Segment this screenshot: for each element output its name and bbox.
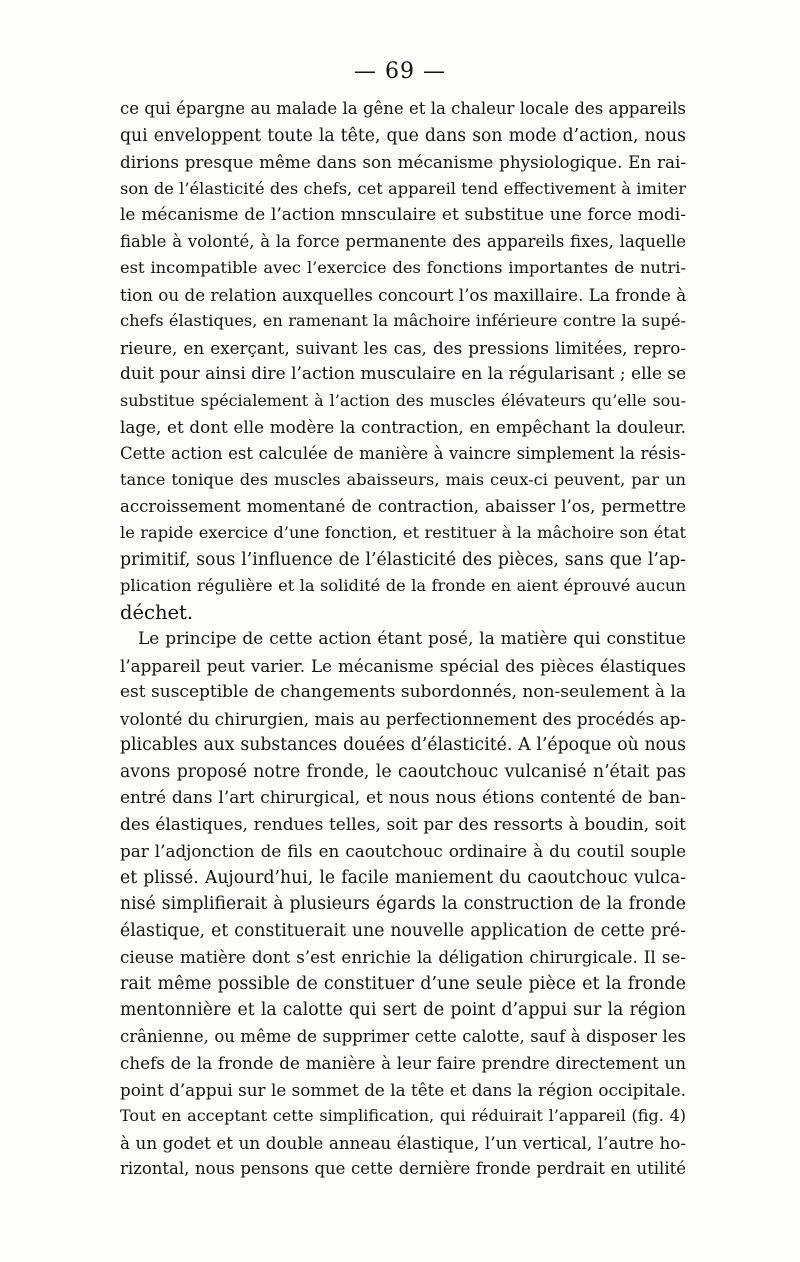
text-line: substitue spécialement à l’action des muscles élévateurs qu’elle sou- — [120, 390, 686, 410]
text-line: entré dans l’art chirurgical, et nous nous étions contenté de ban- — [120, 788, 686, 808]
text-line: crânienne, ou même de supprimer cette calotte, sauf à disposer les — [120, 1026, 686, 1046]
paragraph-1 — [120, 96, 686, 626]
text-line: avons proposé notre fronde, le caoutchouc vulcanisé n’était pas — [120, 761, 686, 782]
text-line: des élastiques, rendues telles, soit par des ressorts à boudin, soit — [120, 814, 686, 835]
text-line: l’appareil peut varier. Le mécanisme spécial des pièces élastiques — [120, 655, 686, 676]
text-line: rieure, en exerçant, suivant les cas, des pressions limitées, repro- — [120, 337, 686, 358]
text-line: mentonnière et la calotte qui sert de point d’appui sur la région — [120, 1000, 686, 1020]
page-number: — 69 — — [354, 59, 446, 84]
text-line: chefs de la fronde de manière à leur faire prendre directement un — [120, 1053, 686, 1073]
text-line: son de l’élasticité des chefs, cet appareil tend effectivement à imiter — [120, 178, 686, 198]
text-line: et plissé. Aujourd’hui, le facile maniement du caoutchouc vulca- — [120, 867, 686, 888]
text-line: le mécanisme de l’action mnsculaire et substitue une force modi- — [120, 205, 686, 225]
text-line: élastique, et constituerait une nouvelle application de cette pré- — [120, 920, 686, 941]
text-line: déchet. — [120, 600, 194, 624]
text-line: par l’adjonction de fils en caoutchouc ordinaire à du coutil souple — [120, 841, 686, 861]
text-line: lage, et dont elle modère la contraction, en empêchant la douleur. — [120, 417, 686, 437]
text-line: est incompatible avec l’exercice des fonctions importantes de nutri- — [120, 258, 686, 277]
text-line: tion ou de relation auxquelles concourt l’os maxillaire. La fronde à — [120, 284, 687, 305]
text-line: Tout en acceptant cette simplification, qui réduirait l’appareil (fig. 4) — [120, 1106, 686, 1125]
text-line: à un godet et un double anneau élastique, l’un vertical, l’autre ho- — [120, 1132, 686, 1153]
text-line: rait même possible de constituer d’une seule pièce et la fronde — [120, 973, 686, 994]
text-line: le rapide exercice d’une fonction, et restituer à la mâchoire son état — [120, 523, 686, 542]
text-line: plicables aux substances douées d’élasticité. A l’époque où nous — [120, 735, 686, 755]
paragraph-2 — [120, 626, 686, 1183]
text-line: volonté du chirurgien, mais au perfectionnement des procédés ap- — [120, 708, 686, 729]
text-line: duit pour ainsi dire l’action musculaire en la régularisant ; elle se — [120, 364, 687, 384]
text-line: Cette action est calculée de manière à vaincre simplement la résis- — [120, 443, 686, 463]
text-line: est susceptible de changements subordonnés, non-seulement à la — [120, 682, 686, 702]
text-line: cieuse matière dont s’est enrichie la déligation chirurgicale. Il se- — [120, 947, 686, 967]
text-line: chefs élastiques, en ramenant la mâchoire inférieure contre la supé- — [120, 311, 686, 330]
text-line: plication régulière et la solidité de la fronde en aient éprouvé aucun — [120, 576, 686, 595]
text-line: tance tonique des muscles abaisseurs, mais ceux-ci peuvent, par un — [120, 470, 686, 489]
text-line: Le principe de cette action étant posé, la matière qui constitue — [138, 629, 686, 649]
text-line: dirions presque même dans son mécanisme physiologique. En rai- — [120, 152, 686, 172]
text-line: rizontal, nous pensons que cette dernière fronde perdrait en utilité — [120, 1159, 686, 1178]
text-line: ce qui épargne au malade la gêne et la chaleur locale des appareils — [120, 99, 686, 118]
body-text — [120, 96, 686, 1183]
text-line: primitif, sous l’influence de l’élasticité des pièces, sans que l’ap- — [120, 549, 686, 570]
text-line: accroissement momentané de contraction, abaisser l’os, permettre — [120, 496, 686, 516]
text-line: nisé simplifierait à plusieurs égards la construction de la fronde — [120, 894, 686, 914]
text-line: point d’appui sur le sommet de la tête et dans la région occipitale. — [120, 1079, 686, 1100]
text-line: fiable à volonté, à la force permanente des appareils fixes, laquelle — [120, 231, 686, 251]
text-line: qui enveloppent toute la tête, que dans son mode d’action, nous — [120, 125, 686, 146]
